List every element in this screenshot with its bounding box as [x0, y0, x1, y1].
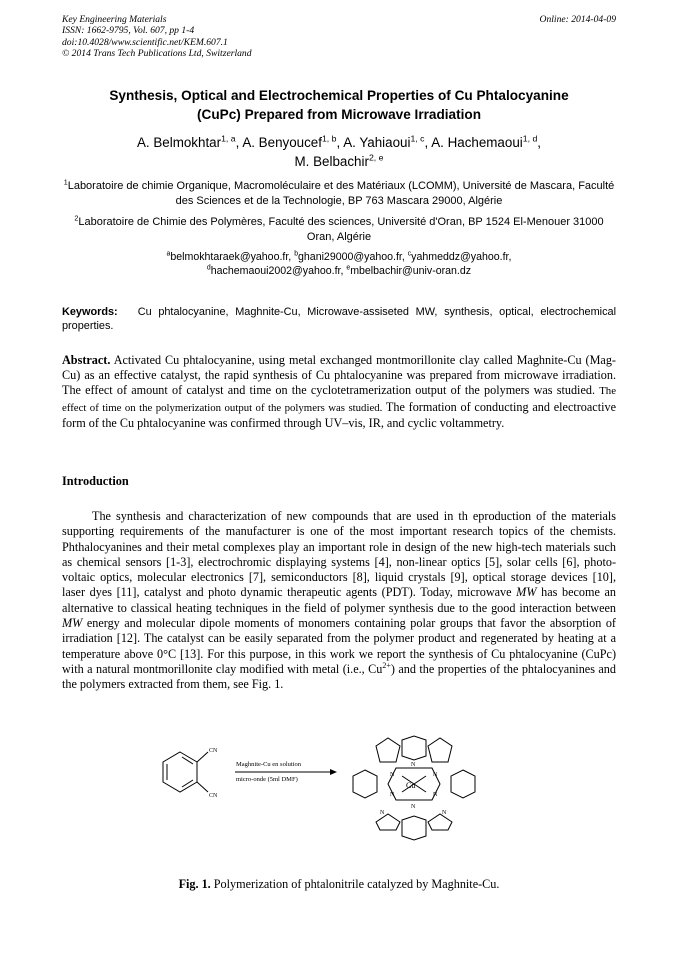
- email-link[interactable]: hachemaoui2002@yahoo.fr: [210, 265, 341, 277]
- author-name: M. Belbachir: [294, 154, 369, 169]
- nitrogen-label: N: [380, 810, 385, 816]
- metal-center-label: Cu: [406, 781, 416, 790]
- abstract-label: Abstract.: [62, 353, 111, 367]
- author-sup: 1, a: [221, 133, 236, 144]
- nitrogen-label: N: [411, 762, 416, 768]
- nitrogen-label: N: [433, 772, 438, 778]
- email-link[interactable]: yahmeddz@yahoo.fr: [411, 251, 509, 263]
- issn: ISSN: 1662-9795, Vol. 607, pp 1-4: [62, 25, 195, 37]
- phthalonitrile-structure: [163, 752, 208, 792]
- email-link[interactable]: ghani29000@yahoo.fr: [298, 251, 402, 263]
- copyright: © 2014 Trans Tech Publications Ltd, Switzerland: [62, 48, 252, 60]
- author-sup: 1, c: [410, 133, 425, 144]
- doi: doi:10.4028/www.scientific.net/KEM.607.1: [62, 36, 228, 48]
- author-sup: 1, d: [522, 133, 538, 144]
- keywords-text: Cu phtalocyanine, Maghnite-Cu, Microwave-assiseted MW, synthesis, optical, electrochemical properties.: [62, 306, 617, 332]
- email-link[interactable]: belmokhtaraek@yahoo.fr: [170, 251, 289, 263]
- affiliation-2: $^2$Laboratoire de Chimie des Polymères, Faculté des sciences, Université d'Oran, BP 1524 El-Menouer 31000 Oran, Algérie: [74, 214, 604, 243]
- author-sup: 2, e: [368, 152, 384, 163]
- caption-text: Polymerization of phtalonitrile catalyzed by Maghnite-Cu.: [213, 877, 500, 891]
- nitrogen-label: N: [442, 810, 447, 816]
- keywords: [62, 306, 616, 333]
- title-line-2: (CuPc) Prepared from Microwave Irradiation: [196, 107, 482, 122]
- title-line-1: Synthesis, Optical and Electrochemical Properties of Cu Phtalocyanine: [109, 88, 569, 103]
- author-name: A. Yahiaoui: [343, 135, 411, 150]
- journal-header: [62, 14, 252, 60]
- figure-caption: [62, 877, 616, 892]
- cn-label: CN: [209, 748, 218, 754]
- email-link[interactable]: mbelbachir@univ-oran.dz: [350, 265, 472, 277]
- abstract-text-end: The formation of conducting and electroactive form of the Cu phtalocyanine was confirmed through UV–vis, IR, and cyclic voltammetry.: [62, 399, 616, 430]
- nitrogen-label: N: [390, 792, 395, 798]
- arrow-label-top: Maghnite-Cu en solution: [236, 761, 301, 768]
- author-list: A. Belmokhtar$^{1, a}$, A. Benyoucef$^{1, b}$, A. Yahiaoui$^{1, c}$, A. Hachemaoui$^{1, d}$, M. Belbachir$^{2, e}$: [136, 133, 542, 169]
- cn-label: CN: [209, 793, 218, 799]
- paper-title: [62, 86, 616, 124]
- keywords-label: Keywords:: [62, 306, 118, 318]
- abstract-text: Activated Cu phtalocyanine, using metal exchanged montmorillonite clay called Maghnite-Cu (Mag-Cu) as an effective catalyst, the rapid synthesis of Cu phtalocyanine was prepared from microwave irradiation. The effect of amount of catalyst and time on the cyclotetramerization output of the polymers was studied.: [62, 353, 616, 398]
- affiliation-1: $^1$Laboratoire de chimie Organique, Macromoléculaire et des Matériaux (LCOMM), Université de Mascara, Faculté des Sciences et de la Technologie, BP 763 Mascara 29000, Algérie: [63, 178, 615, 207]
- journal-name: Key Engineering Materials: [62, 14, 167, 25]
- author-name: A. Benyoucef: [242, 135, 322, 150]
- abstract: [62, 353, 616, 431]
- author-name: A. Belmokhtar: [136, 135, 222, 150]
- caption-label: Fig. 1.: [178, 877, 211, 891]
- author-sup: 1, b: [321, 133, 337, 144]
- arrow-label-bottom: micro-onde (5ml DMF): [236, 776, 298, 783]
- abstract-text-small: The effect of time on the polymerization output of the polymers was studied.: [62, 385, 616, 414]
- email-list: $^a$belmokhtaraek@yahoo.fr, $^b$ghani29000@yahoo.fr, $^c$yahmeddz@yahoo.fr, $^d$hachemaoui2002@yahoo.fr, $^e$mbelbachir@univ-oran.dz: [166, 250, 512, 277]
- reaction-arrow: [235, 769, 337, 775]
- section-heading: Introduction: [62, 474, 129, 488]
- nitrogen-label: N: [390, 772, 395, 778]
- online-date: Online: 2014-04-09: [539, 14, 616, 25]
- reaction-scheme-figure: [140, 716, 560, 866]
- intro-paragraph: The synthesis and characterization of new compounds that are used in th eproduction of the materials supporting requirements of the manufacturer is one of the most important research topics of the chemists. Phthalocyanines and their metal complexes play an important role in design of the new high-tech materials such as chemical sensors [1-3], electrochromic displaying systems [4], non-linear optics [5], solar cells [6], photo-voltaic optics, molecular electronics [7], semiconductors [8], liquid crystals [9], optical storage devices [10], laser dyes [11], catalyst and photo dynamic therapeutic agents (PDT). Today, microwave MW has become an alternative to classical heating techniques in the field of polymer synthesis due to the good interaction between MW energy and molecular dipole moments of monomers containing polar groups that favor the absorption of irradiation [12]. The catalyst can be easily separated from the polymer product and regenerated by heating at a temperature above 0°C [13]. For this purpose, in this work we report the synthesis of Cu phtalocyanine (CuPc) with a natural montmorillonite clay modified with metal (i.e., $Cu^{2+}$) and the properties of the phtalocyanines and the polymers extracted from them, see Fig. 1.: [62, 509, 616, 692]
- author-name: A. Hachemaoui: [431, 135, 523, 150]
- nitrogen-label: N: [433, 792, 438, 798]
- nitrogen-label: N: [411, 804, 416, 810]
